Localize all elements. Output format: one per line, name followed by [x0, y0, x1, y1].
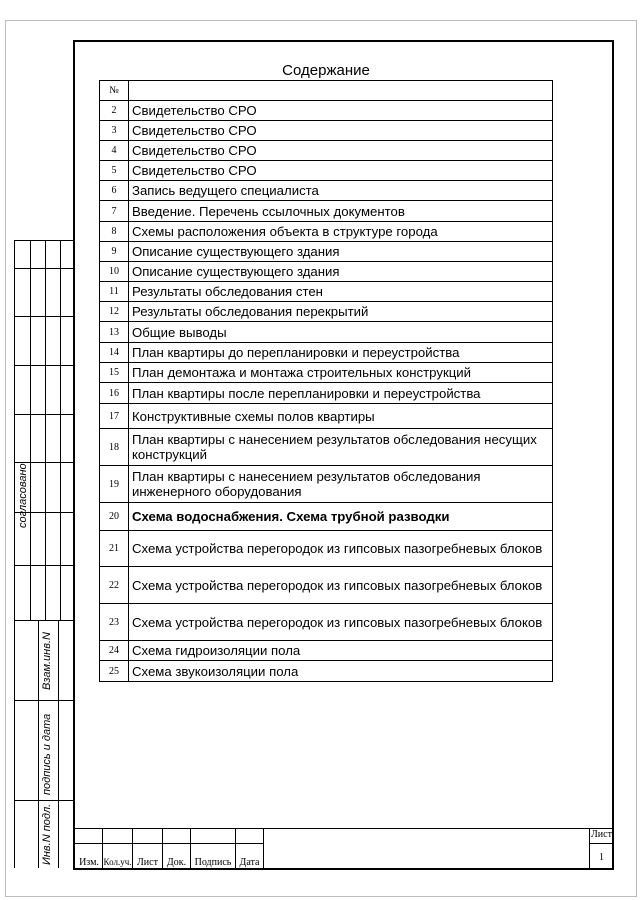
table-row: [100, 661, 553, 682]
row-number: 19: [100, 466, 129, 503]
row-number: 3: [100, 121, 129, 141]
contents-table: [99, 80, 553, 682]
row-title: Конструктивные схемы полов квартиры: [129, 404, 553, 429]
row-number: 17: [100, 404, 129, 429]
table-row: [100, 201, 553, 222]
table-row: [100, 466, 553, 503]
sign-date-label: подпись и дата: [41, 713, 53, 795]
sheet-number: 1: [599, 852, 604, 863]
row-number: 21: [100, 531, 129, 567]
row-title: План квартиры с нанесением результатов обследования несущих конструкций: [129, 429, 553, 466]
table-row: [100, 101, 553, 121]
row-title: Свидетельство СРО: [129, 101, 553, 121]
row-number: 9: [100, 242, 129, 262]
table-row: [100, 531, 553, 567]
col-izm: Изм.: [79, 857, 99, 868]
table-row: [100, 121, 553, 141]
row-number: 25: [100, 661, 129, 682]
row-title: [129, 81, 553, 101]
row-title: Схема устройства перегородок из гипсовых пазогребневых блоков: [129, 531, 553, 567]
table-row: [100, 429, 553, 466]
table-row: [100, 641, 553, 661]
table-row: [100, 161, 553, 181]
table-row: [100, 181, 553, 201]
row-title: План демонтажа и монтажа строительных конструкций: [129, 363, 553, 383]
row-title: Общие выводы: [129, 322, 553, 343]
table-row: [100, 81, 553, 101]
table-row: [100, 404, 553, 429]
row-number: 8: [100, 222, 129, 242]
table-row: [100, 503, 553, 531]
row-title: Схема гидроизоляции пола: [129, 641, 553, 661]
row-title: Схема устройства перегородок из гипсовых пазогребневых блоков: [129, 604, 553, 641]
row-title: Свидетельство СРО: [129, 161, 553, 181]
table-row: [100, 604, 553, 641]
row-number: 18: [100, 429, 129, 466]
sheet-label: Лист: [591, 829, 612, 840]
row-number: 20: [100, 503, 129, 531]
row-title: Схема звукоизоляции пола: [129, 661, 553, 682]
col-dok: Док.: [166, 857, 187, 868]
row-number: 2: [100, 101, 129, 121]
row-number: 4: [100, 141, 129, 161]
row-title: Схемы расположения объекта в структуре города: [129, 222, 553, 242]
row-title: Результаты обследования стен: [129, 282, 553, 302]
orig-inv-label: Инв.N подл.: [41, 803, 53, 865]
table-row: [100, 322, 553, 343]
row-title: Описание существующего здания: [129, 262, 553, 282]
table-row: [100, 282, 553, 302]
row-number: №: [100, 81, 129, 101]
table-row: [100, 242, 553, 262]
table-row: [100, 343, 553, 363]
row-title: Свидетельство СРО: [129, 141, 553, 161]
table-row: [100, 567, 553, 604]
row-number: 14: [100, 343, 129, 363]
table-row: [100, 383, 553, 404]
row-number: 7: [100, 201, 129, 222]
row-number: 24: [100, 641, 129, 661]
row-title: План квартиры с нанесением результатов обследования инженерного оборудования: [129, 466, 553, 503]
table-row: [100, 141, 553, 161]
table-row: [100, 222, 553, 242]
page-title: Содержание: [282, 62, 370, 79]
row-title: Результаты обследования перекрытий: [129, 302, 553, 322]
row-number: 13: [100, 322, 129, 343]
col-date: Дата: [239, 857, 260, 868]
row-number: 11: [100, 282, 129, 302]
row-number: 22: [100, 567, 129, 604]
table-row: [100, 302, 553, 322]
row-number: 10: [100, 262, 129, 282]
row-title: План квартиры до перепланировки и переустройства: [129, 343, 553, 363]
agreed-label: согласовано: [17, 463, 29, 528]
row-number: 15: [100, 363, 129, 383]
row-title: Запись ведущего специалиста: [129, 181, 553, 201]
replace-inv-label: Взам.инв.N: [41, 632, 53, 690]
row-number: 6: [100, 181, 129, 201]
col-sign: Подпись: [194, 857, 232, 868]
row-number: 12: [100, 302, 129, 322]
table-row: [100, 262, 553, 282]
row-title: Введение. Перечень ссылочных документов: [129, 201, 553, 222]
row-title: План квартиры после перепланировки и переустройства: [129, 383, 553, 404]
row-title: Описание существующего здания: [129, 242, 553, 262]
row-number: 23: [100, 604, 129, 641]
col-kol: Кол.уч.: [103, 857, 132, 867]
row-title: Схема устройства перегородок из гипсовых пазогребневых блоков: [129, 567, 553, 604]
row-title: Свидетельство СРО: [129, 121, 553, 141]
row-title: Схема водоснабжения. Схема трубной разводки: [129, 503, 553, 531]
row-number: 5: [100, 161, 129, 181]
table-row: [100, 363, 553, 383]
row-number: 16: [100, 383, 129, 404]
col-list: Лист: [137, 857, 158, 868]
